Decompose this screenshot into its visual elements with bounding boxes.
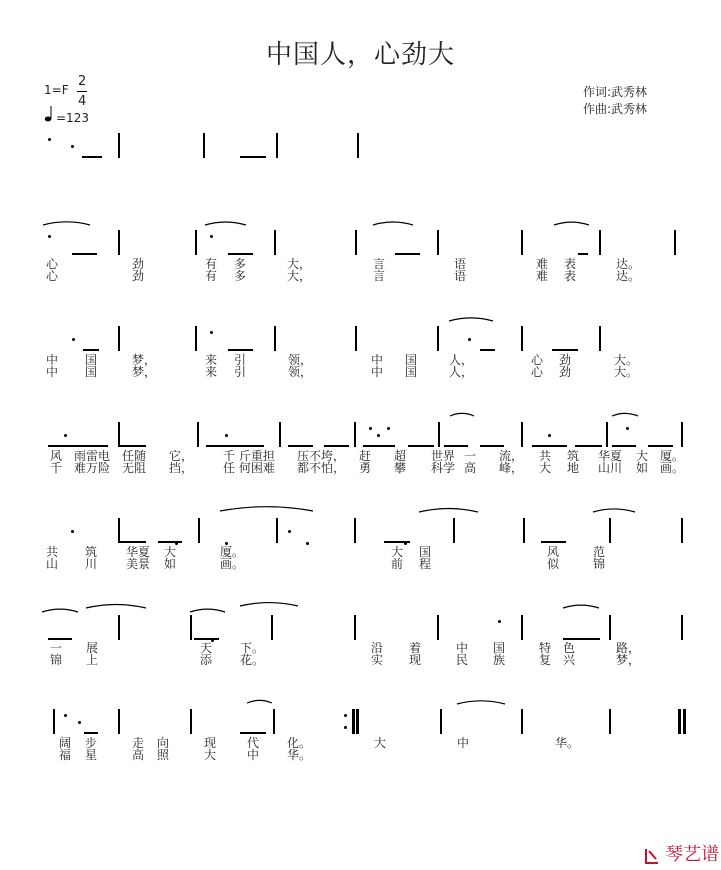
lyric-verse-2: 民 bbox=[456, 653, 469, 667]
lyric-verse-2: 现 bbox=[409, 653, 422, 667]
lyric-verse-2: 心 bbox=[46, 269, 59, 283]
lyric-verse-1: 走 bbox=[132, 736, 145, 750]
lyric-verse-2: 国 bbox=[405, 365, 418, 379]
lyric-verse-2: 大 bbox=[204, 748, 217, 762]
tie-slur bbox=[457, 701, 505, 704]
lyric-verse-1: 筑 bbox=[567, 449, 580, 463]
tie-slur bbox=[43, 222, 90, 225]
time-signature-bottom: 4 bbox=[78, 94, 87, 109]
tie-slur bbox=[86, 605, 146, 609]
lyric-verse-1: 共 bbox=[539, 449, 552, 463]
lyric-verse-2: 画。 bbox=[660, 461, 685, 475]
lyric-verse-2: 劲 bbox=[132, 269, 145, 283]
lyric-verse-2: 语 bbox=[454, 269, 467, 283]
lyric-verse-2: 山 bbox=[46, 557, 59, 571]
lyric-verse-2: 引 bbox=[234, 365, 247, 379]
lyric-verse-1: 华夏 bbox=[126, 545, 151, 559]
lyric-verse-1: 有 bbox=[205, 257, 218, 271]
lyric-verse-2: 中 bbox=[247, 748, 260, 762]
lyric-verse-2: 梦， bbox=[132, 365, 157, 379]
lyric-verse-1: 代 bbox=[247, 736, 260, 750]
lyric-verse-1: 特 bbox=[539, 641, 552, 655]
composer-credit: 作曲:武秀林 bbox=[583, 102, 648, 116]
lyric-verse-1: 厦。 bbox=[220, 545, 245, 559]
lyric-verse-2: 族 bbox=[493, 653, 506, 667]
song-title: 中国人，心劲大 bbox=[265, 40, 455, 70]
lyric-verse-1: 多 bbox=[234, 257, 247, 271]
lyric-verse-1: 领， bbox=[288, 353, 313, 367]
lyric-verse-1: 国 bbox=[493, 641, 506, 655]
lyric-verse-1: 心 bbox=[531, 353, 544, 367]
lyric-verse-1: 超 bbox=[394, 449, 407, 463]
tie-slur bbox=[554, 222, 589, 225]
lyric-verse-2: 中 bbox=[371, 365, 384, 379]
lyric-verse-2: 来 bbox=[205, 365, 218, 379]
lyric-verse-1: 国 bbox=[85, 353, 98, 367]
lyric-verse-2: 上 bbox=[86, 653, 99, 667]
tie-slur bbox=[240, 603, 298, 606]
lyric-verse-1: 着 bbox=[409, 641, 422, 655]
tie-slur bbox=[612, 413, 638, 416]
lyric-verse-1: 劲 bbox=[132, 257, 145, 271]
lyric-verse-1: 风 bbox=[50, 449, 63, 463]
lyric-verse-1: 难 bbox=[536, 257, 549, 271]
lyric-verse-1: 梦， bbox=[132, 353, 157, 367]
lyric-verse-1: 国 bbox=[419, 545, 432, 559]
lyric-verse-2: 添 bbox=[200, 653, 213, 667]
lyric-verse-1: 现 bbox=[204, 736, 217, 750]
tie-slur bbox=[247, 700, 272, 703]
lyric-verse-1: 筑 bbox=[85, 545, 98, 559]
lyric-verse-1: 大 bbox=[636, 449, 649, 463]
lyric-verse-2: 如 bbox=[636, 461, 649, 475]
lyric-verse-2: 花。 bbox=[240, 653, 265, 667]
lyric-verse-2: 无阻 bbox=[122, 461, 147, 475]
lyric-verse-1: 千 斤重担 bbox=[223, 449, 275, 463]
lyric-verse-2: 劲 bbox=[559, 365, 572, 379]
tie-slur bbox=[205, 222, 246, 225]
time-signature-top: 2 bbox=[78, 74, 87, 89]
lyric-verse-1: 步 bbox=[85, 736, 98, 750]
lyric-verse-2: 难 bbox=[536, 269, 549, 283]
lyric-verse-2: 照 bbox=[157, 748, 170, 762]
lyric-verse-1: 大。 bbox=[614, 353, 639, 367]
tie-slur bbox=[449, 318, 493, 321]
lyric-verse-2: 高 bbox=[132, 748, 145, 762]
lyric-verse-2: 兴 bbox=[563, 653, 576, 667]
lyric-verse-1: 大 bbox=[391, 545, 404, 559]
lyric-verse-2: 达。 bbox=[616, 269, 641, 283]
logo-icon bbox=[644, 847, 660, 865]
lyric-verse-2: 实 bbox=[371, 653, 384, 667]
tie-slur bbox=[42, 609, 78, 612]
lyric-verse-1: 劲 bbox=[559, 353, 572, 367]
lyric-verse-1: 下。 bbox=[240, 641, 265, 655]
lyricist-credit: 作词:武秀林 bbox=[583, 85, 648, 99]
lyric-verse-1: 共 bbox=[46, 545, 59, 559]
lyric-verse-1: 语 bbox=[454, 257, 467, 271]
lyric-verse-1: 中 bbox=[46, 353, 59, 367]
lyric-verse-1: 赶 bbox=[359, 449, 372, 463]
lyric-verse-1: 国 bbox=[405, 353, 418, 367]
lyric-verse-2: 大 bbox=[539, 461, 552, 475]
lyric-verse-2: 峰， bbox=[499, 461, 524, 475]
lyric-verse-1: 一 bbox=[50, 641, 63, 655]
lyric-verse-1: 中 bbox=[371, 353, 384, 367]
lyric-verse-1: 心 bbox=[46, 257, 59, 271]
lyric-verse-2: 前 bbox=[391, 557, 404, 571]
lyric-verse-2: 福 bbox=[59, 748, 72, 762]
lyric-verse-2: 任 何困难 bbox=[223, 461, 275, 475]
lyric-verse-1: 向 bbox=[157, 736, 170, 750]
lyric-verse-1: 华。 bbox=[555, 736, 580, 750]
tie-slur bbox=[419, 509, 478, 512]
lyric-verse-2: 挡， bbox=[169, 461, 194, 475]
lyric-verse-2: 锦 bbox=[593, 557, 606, 571]
lyric-verse-2: 大。 bbox=[614, 365, 639, 379]
lyric-verse-1: 达。 bbox=[616, 257, 641, 271]
lyric-verse-2: 美景 bbox=[126, 557, 151, 571]
lyric-verse-1: 化。 bbox=[287, 736, 312, 750]
lyric-verse-2: 多 bbox=[234, 269, 247, 283]
lyric-verse-1: 华夏 bbox=[598, 449, 623, 463]
lyric-verse-2: 高 bbox=[464, 461, 477, 475]
lyric-verse-2: 国 bbox=[85, 365, 98, 379]
lyric-verse-1: 大 bbox=[164, 545, 177, 559]
lyric-verse-1: 世界 bbox=[431, 449, 456, 463]
lyric-verse-2: 似 bbox=[547, 557, 560, 571]
lyric-verse-1: 表 bbox=[564, 257, 577, 271]
lyric-verse-2: 领， bbox=[288, 365, 313, 379]
lyric-verse-2: 程 bbox=[419, 557, 432, 571]
lyric-verse-1: 大， bbox=[287, 257, 312, 271]
lyric-verse-1: 路， bbox=[616, 641, 641, 655]
lyric-verse-1: 厦。 bbox=[660, 449, 685, 463]
lyric-verse-1: 引 bbox=[234, 353, 247, 367]
lyric-verse-1: 沿 bbox=[371, 641, 384, 655]
lyric-verse-2: 大， bbox=[287, 269, 312, 283]
lyric-verse-2: 星 bbox=[85, 748, 98, 762]
tie-slur bbox=[563, 605, 599, 608]
lyric-verse-1: 大 bbox=[374, 736, 387, 750]
lyric-verse-1: 压不垮， bbox=[297, 449, 346, 463]
lyric-verse-2: 都不怕， bbox=[297, 461, 346, 475]
lyric-verse-1: 言 bbox=[373, 257, 386, 271]
lyric-verse-1: 来 bbox=[205, 353, 218, 367]
lyric-verse-2: 千 bbox=[50, 461, 63, 475]
lyric-verse-1: 雨雷电 bbox=[74, 449, 111, 463]
lyric-verse-2: 人， bbox=[449, 365, 474, 379]
lyric-verse-2: 言 bbox=[373, 269, 386, 283]
watermark bbox=[644, 840, 719, 866]
lyric-verse-1: 范 bbox=[593, 545, 606, 559]
lyric-verse-2: 有 bbox=[205, 269, 218, 283]
lyric-verse-2: 华。 bbox=[287, 748, 312, 762]
lyric-verse-2: 川 bbox=[85, 557, 98, 571]
lyric-verse-2: 表 bbox=[564, 269, 577, 283]
tie-slur bbox=[220, 507, 313, 511]
lyric-verse-2: 攀 bbox=[394, 461, 407, 475]
tempo: =123 bbox=[56, 111, 89, 125]
lyric-verse-1: 中 bbox=[457, 736, 470, 750]
lyric-verse-2: 锦 bbox=[50, 653, 63, 667]
lyric-verse-2: 画。 bbox=[220, 557, 245, 571]
logo-text: 琴艺谱 bbox=[665, 844, 720, 865]
lyric-verse-1: 人， bbox=[449, 353, 474, 367]
lyric-verse-1: 任随 bbox=[122, 449, 147, 463]
tie-slur bbox=[190, 609, 225, 612]
lyric-verse-1: 展 bbox=[86, 641, 99, 655]
lyric-verse-1: 它， bbox=[169, 449, 194, 463]
key-signature: 1=F bbox=[44, 83, 69, 97]
tie-slur bbox=[373, 222, 413, 225]
lyric-verse-2: 如 bbox=[164, 557, 177, 571]
lyric-verse-1: 风 bbox=[547, 545, 560, 559]
lyric-verse-2: 勇 bbox=[359, 461, 372, 475]
lyric-verse-1: 色 bbox=[563, 641, 576, 655]
lyric-verse-1: 中 bbox=[456, 641, 469, 655]
lyric-verse-1: 一 bbox=[464, 449, 477, 463]
lyric-verse-1: 阔 bbox=[59, 736, 72, 750]
lyric-verse-2: 中 bbox=[46, 365, 59, 379]
lyric-verse-1: 流， bbox=[499, 449, 524, 463]
lyric-verse-2: 地 bbox=[567, 461, 580, 475]
lyric-verse-2: 难万险 bbox=[74, 461, 111, 475]
tie-slur bbox=[450, 413, 474, 416]
lyric-verse-1: 天 bbox=[200, 641, 213, 655]
lyric-verse-2: 心 bbox=[531, 365, 544, 379]
lyric-verse-2: 科学 bbox=[431, 461, 456, 475]
lyric-verse-2: 梦， bbox=[616, 653, 641, 667]
lyric-verse-2: 复 bbox=[539, 653, 552, 667]
tie-slur bbox=[593, 509, 635, 512]
lyric-verse-2: 山川 bbox=[598, 461, 623, 475]
